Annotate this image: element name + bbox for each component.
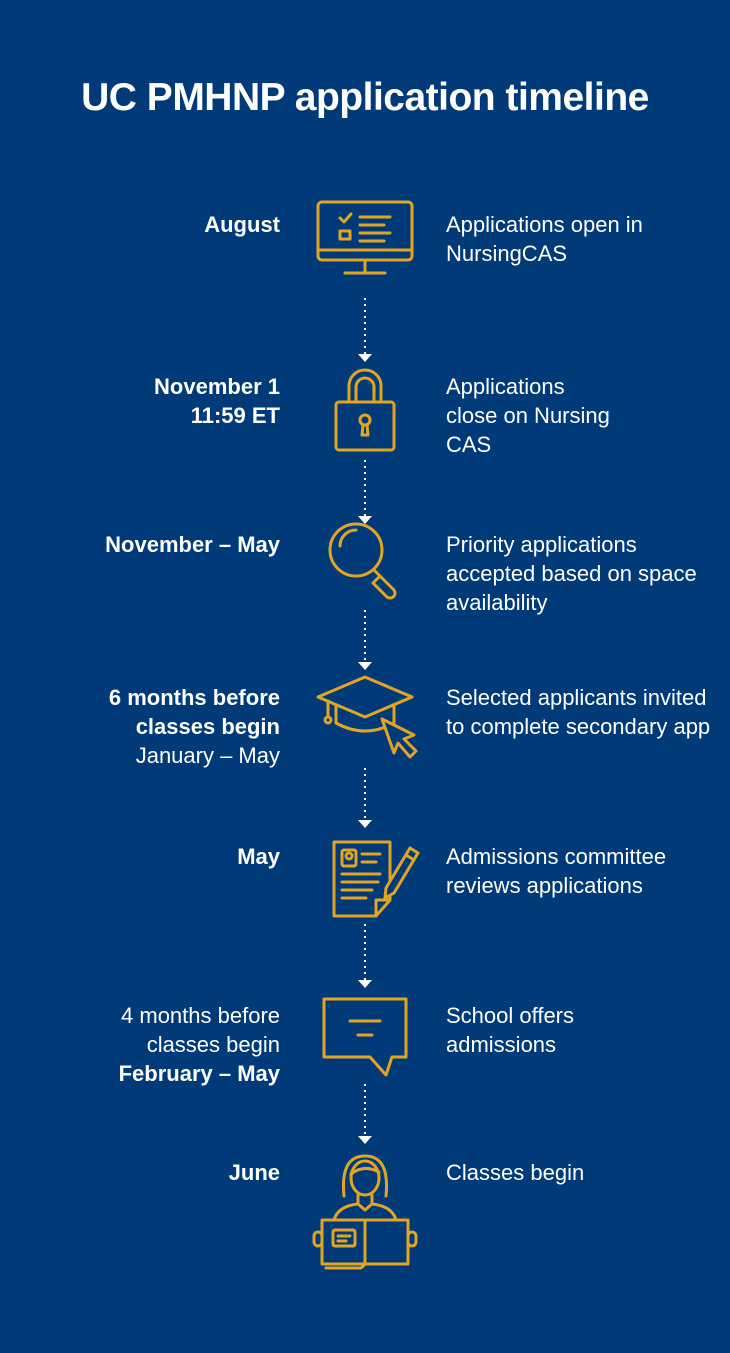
page-title: UC PMHNP application timeline: [81, 76, 649, 119]
step-date: [20, 1158, 280, 1187]
timeline-connector: [355, 766, 375, 830]
step-date-bold: May: [237, 844, 280, 869]
step-description: Admissions committee reviews applications: [446, 844, 667, 898]
step-date-bold: August: [204, 212, 280, 237]
step-date-bold: November – May: [105, 532, 280, 557]
timeline-connector: [355, 922, 375, 990]
step-date: [60, 1001, 280, 1088]
step-date: [60, 683, 280, 770]
step-date-bold: June: [228, 1160, 280, 1185]
step-date-normal: January – May: [135, 743, 280, 768]
speech-bubble-icon: [300, 995, 430, 1095]
step-description: School offers admissions: [446, 1003, 575, 1057]
step-date-bold: February – May: [118, 1061, 280, 1086]
timeline-connector: [355, 1082, 375, 1146]
step-date-bold: November 1 11:59 ET: [154, 374, 280, 428]
timeline-connector: [355, 296, 375, 364]
graduation-cap-cursor-icon: [300, 673, 430, 773]
computer-checklist-icon: [300, 196, 430, 296]
step-date: [80, 210, 280, 239]
step-description: Priority applications accepted based on space availability: [446, 532, 697, 615]
timeline-connector: [355, 608, 375, 672]
step-date: [110, 372, 280, 430]
student-reading-icon: [300, 1152, 430, 1272]
step-date: [20, 530, 280, 559]
step-date-bold: 6 months before classes begin: [108, 685, 280, 739]
step-description: Applications open in NursingCAS: [446, 212, 643, 266]
step-description: Applications close on Nursing CAS: [446, 374, 610, 457]
step-date-normal: 4 months before classes begin: [121, 1003, 280, 1057]
step-date: [20, 842, 280, 871]
lock-icon: [300, 358, 430, 458]
step-description: Classes begin: [446, 1160, 585, 1185]
magnifier-icon: [300, 516, 430, 616]
step-description: Selected applicants invited to complete secondary app: [446, 685, 711, 739]
